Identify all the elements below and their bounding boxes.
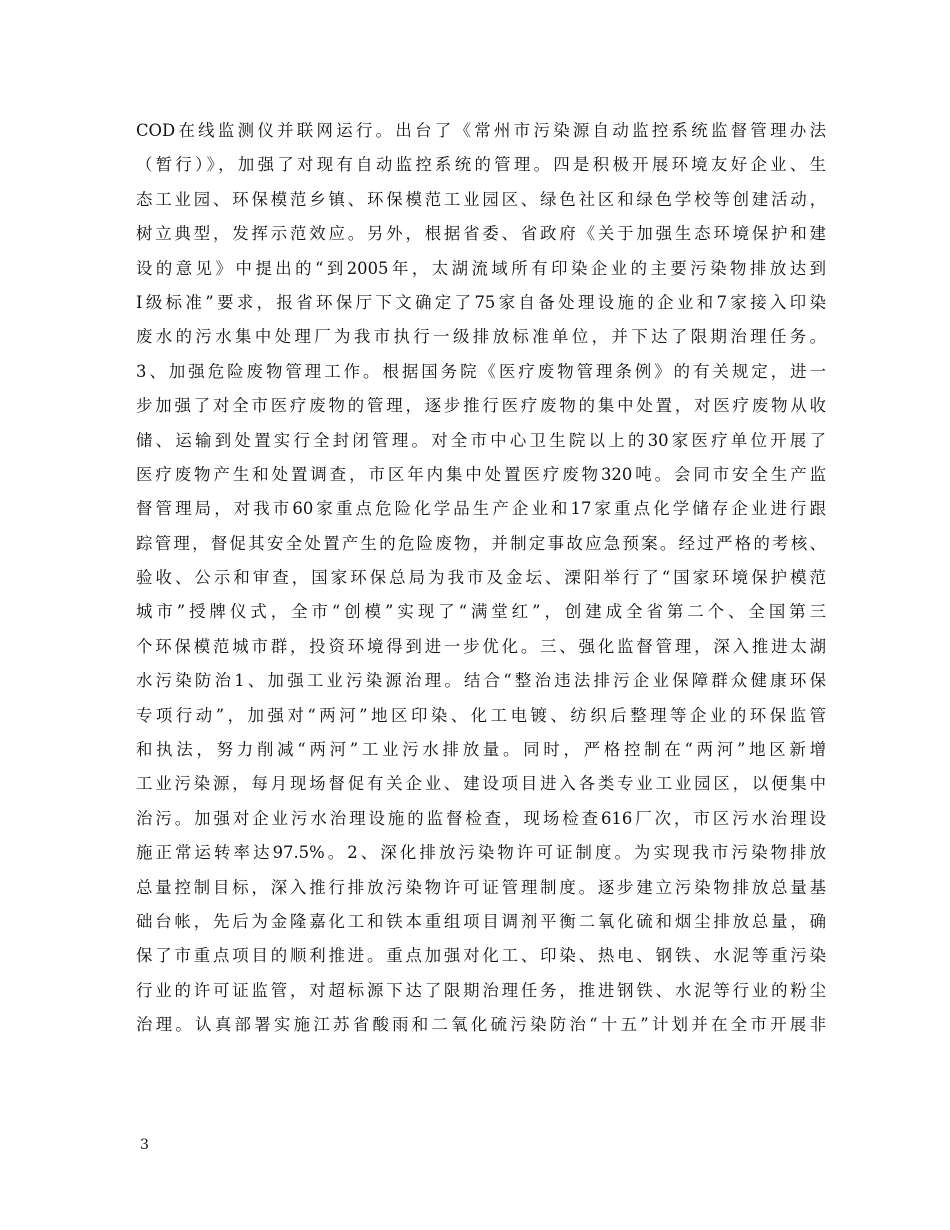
page-number: 3	[140, 1137, 149, 1153]
text-line: 树立典型，发挥示范效应。另外，根据省委、省政府《关于加强生态环境保护和建	[136, 224, 826, 244]
text-line: 个环保模范城市群，投资环境得到进一步优化。三、强化监督管理，深入推进太湖	[136, 636, 826, 656]
text-line: 医疗废物产生和处置调查，市区年内集中处置医疗废物320吨。会同市安全生产监	[136, 464, 826, 484]
text-line: 储、运输到处置实行全封闭管理。对全市中心卫生院以上的30家医疗单位开展了	[136, 430, 826, 450]
text-line: 保了市重点项目的顺利推进。重点加强对化工、印染、热电、钢铁、水泥等重污染	[136, 946, 826, 966]
text-line: 和执法，努力削减“两河”工业污水排放量。同时，严格控制在“两河”地区新增	[136, 740, 826, 760]
text-line: 施正常运转率达97.5%。2、深化排放污染物许可证制度。为实现我市污染物排放	[136, 843, 826, 863]
text-line: 态工业园、环保模范乡镇、环保模范工业园区、绿色社区和绿色学校等创建活动，	[136, 189, 826, 209]
text-line: COD在线监测仪并联网运行。出台了《常州市污染源自动监控系统监督管理办法	[136, 121, 826, 140]
text-line: 水污染防治1、加强工业污染源治理。结合“整治违法排污企业保障群众健康环保	[136, 671, 826, 691]
text-line: 3、加强危险废物管理工作。根据国务院《医疗废物管理条例》的有关规定，进一	[136, 361, 826, 381]
text-line: 工业污染源，每月现场督促有关企业、建设项目进入各类专业工业园区，以便集中	[136, 774, 826, 794]
text-line: 踪管理，督促其安全处置产生的危险废物，并制定事故应急预案。经过严格的考核、	[136, 533, 826, 553]
text-line: 治理。认真部署实施江苏省酸雨和二氧化硫污染防治“十五”计划并在全市开展非	[136, 1015, 826, 1035]
text-line: 总量控制目标，深入推行排放污染物许可证管理制度。逐步建立污染物排放总量基	[136, 877, 826, 897]
text-line: 督管理局，对我市60家重点危险化学品生产企业和17家重点化学储存企业进行跟	[136, 499, 826, 519]
text-line: I级标准”要求，报省环保厅下文确定了75家自备处理设施的企业和7家接入印染	[136, 292, 826, 312]
text-line: 专项行动”，加强对“两河”地区印染、化工电镀、纺织后整理等企业的环保监管	[136, 705, 826, 725]
text-line: （暂行）》，加强了对现有自动监控系统的管理。四是积极开展环境友好企业、生	[136, 155, 826, 175]
text-line: 设的意见》中提出的“到2005年，太湖流域所有印染企业的主要污染物排放达到	[136, 258, 826, 278]
text-line: 步加强了对全市医疗废物的管理，逐步推行医疗废物的集中处置，对医疗废物从收	[136, 396, 826, 416]
text-line: 验收、公示和审查，国家环保总局为我市及金坛、溧阳举行了“国家环境保护模范	[136, 568, 826, 588]
text-line: 城市”授牌仪式，全市“创模”实现了“满堂红”，创建成全省第二个、全国第三	[136, 602, 826, 622]
text-line: 行业的许可证监管，对超标源下达了限期治理任务，推进钢铁、水泥等行业的粉尘	[136, 980, 826, 1000]
text-line: 础台帐，先后为金隆嘉化工和铁本重组项目调剂平衡二氧化硫和烟尘排放总量，确	[136, 911, 826, 931]
body-text	[136, 114, 826, 1043]
text-line: 废水的污水集中处理厂为我市执行一级排放标准单位，并下达了限期治理任务。	[136, 327, 826, 347]
text-line: 治污。加强对企业污水治理设施的监督检查，现场检查616厂次，市区污水治理设	[136, 808, 826, 828]
